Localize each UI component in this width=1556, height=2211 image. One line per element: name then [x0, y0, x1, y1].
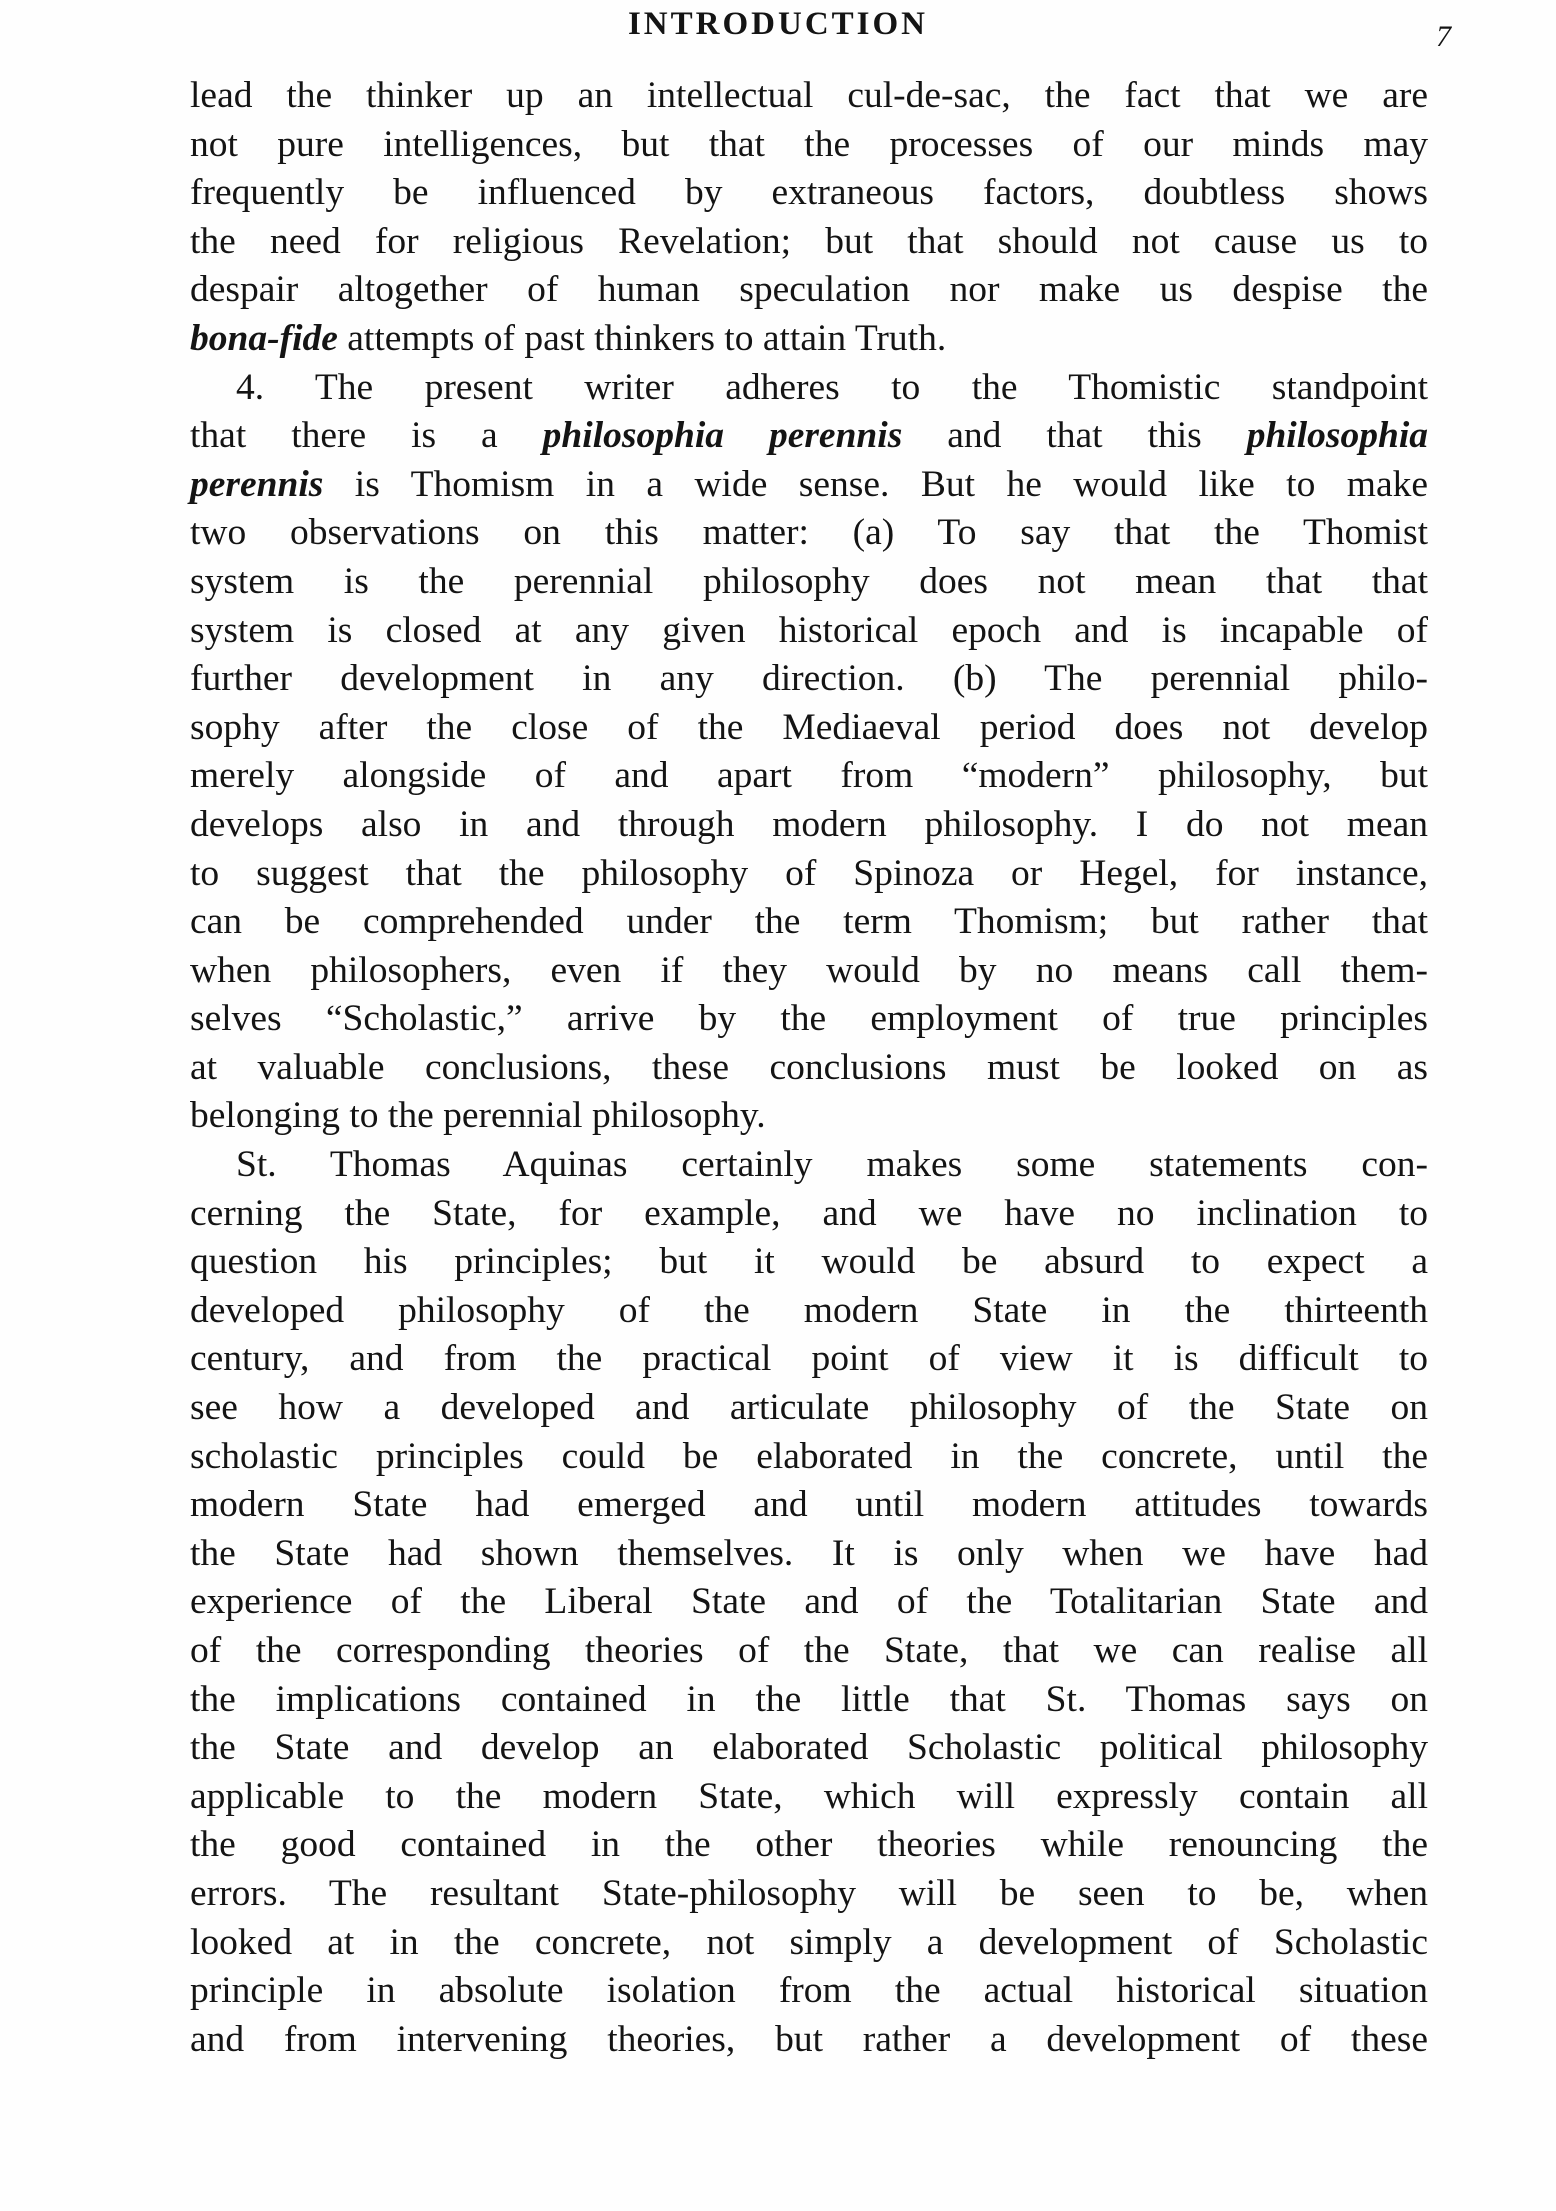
text-line: develops also in and through modern philosophy. I do not mean: [190, 803, 1428, 845]
text-line: the good contained in the other theories while renouncing the: [190, 1824, 1428, 1866]
text-line: selves “Scholastic,” arrive by the employment of true principles: [190, 998, 1428, 1040]
text-line: can be comprehended under the term Thomism; but rather that: [190, 901, 1428, 943]
text-line: two observations on this matter: (a) To say that the Thomist: [190, 512, 1428, 554]
text-line: sophy after the close of the Mediaeval period does not develop: [190, 706, 1428, 748]
text-line: the State had shown themselves. It is only when we have had: [190, 1532, 1428, 1574]
text-line: to suggest that the philosophy of Spinoza or Hegel, for instance,: [190, 852, 1428, 894]
text-line: looked at in the concrete, not simply a development of Scholastic: [190, 1921, 1428, 1963]
text-line: scholastic principles could be elaborated in the concrete, until the: [190, 1435, 1428, 1477]
text-line: century, and from the practical point of view it is difficult to: [190, 1338, 1428, 1380]
text-line: principle in absolute isolation from the actual historical situation: [190, 1970, 1428, 2012]
italic-term: perennis: [190, 463, 324, 505]
italic-term: philosophia: [1246, 415, 1428, 457]
text-line: the implications contained in the little that St. Thomas says on: [190, 1678, 1428, 1720]
text-line: system is the perennial philosophy does not mean that that: [190, 560, 1428, 602]
text-line: applicable to the modern State, which will expressly contain all: [190, 1775, 1428, 1817]
text-line: [190, 461, 1428, 510]
text-line: developed philosophy of the modern State in the thirteenth: [190, 1289, 1428, 1331]
page-number: 7: [1436, 20, 1451, 53]
text-line: the need for religious Revelation; but that should not cause us to: [190, 220, 1428, 262]
text-fragment: attempts of past thinkers to attain Truth.: [337, 317, 947, 359]
text-line: when philosophers, even if they would by no means call them-: [190, 949, 1428, 991]
text-line: [190, 412, 1428, 461]
text-line: of the corresponding theories of the State, that we can realise all: [190, 1630, 1428, 1671]
text-line: cerning the State, for example, and we have no inclination to: [190, 1192, 1428, 1234]
text-line: question his principles; but it would be absurd to expect a: [190, 1241, 1428, 1283]
paragraph-start-line: 4. The present writer adheres to the Thomistic standpoint: [236, 366, 1428, 408]
text-line: despair altogether of human speculation nor make us despise the: [190, 269, 1428, 311]
text-line: at valuable conclusions, these conclusions must be looked on as: [190, 1046, 1428, 1088]
text-line: frequently be influenced by extraneous factors, doubtless shows: [190, 172, 1428, 214]
text-fragment: is Thomism in a wide sense. But he would like to make: [323, 463, 1428, 505]
text-line: belonging to the perennial philosophy.: [190, 1095, 766, 1137]
text-line: the State and develop an elaborated Scholastic political philosophy: [190, 1727, 1428, 1769]
text-line: lead the thinker up an intellectual cul-de-sac, the fact that we are: [190, 75, 1428, 116]
text-line: experience of the Liberal State and of the Totalitarian State and: [190, 1581, 1428, 1623]
body-text: [190, 72, 1428, 2064]
text-line: modern State had emerged and until modern attitudes towards: [190, 1484, 1428, 1526]
text-line: and from intervening theories, but rather a development of these: [190, 2018, 1428, 2060]
text-line: errors. The resultant State-philosophy will be seen to be, when: [190, 1872, 1428, 1914]
paragraph-start-line: St. Thomas Aquinas certainly makes some statements con-: [236, 1144, 1428, 1186]
text-line: further development in any direction. (b) The perennial philo-: [190, 658, 1428, 700]
text-fragment: and that this: [902, 415, 1247, 457]
text-line: merely alongside of and apart from “modern” philosophy, but: [190, 755, 1428, 797]
italic-term: bona-fide: [190, 317, 338, 359]
running-head: INTRODUCTION: [627, 6, 929, 42]
text-line: system is closed at any given historical epoch and is incapable of: [190, 609, 1428, 651]
text-line: [190, 315, 1428, 364]
italic-term: philosophia perennis: [542, 415, 903, 457]
text-line: not pure intelligences, but that the processes of our minds may: [190, 123, 1428, 165]
text-line: see how a developed and articulate philosophy of the State on: [190, 1387, 1428, 1429]
text-fragment: that there is a: [190, 415, 543, 457]
